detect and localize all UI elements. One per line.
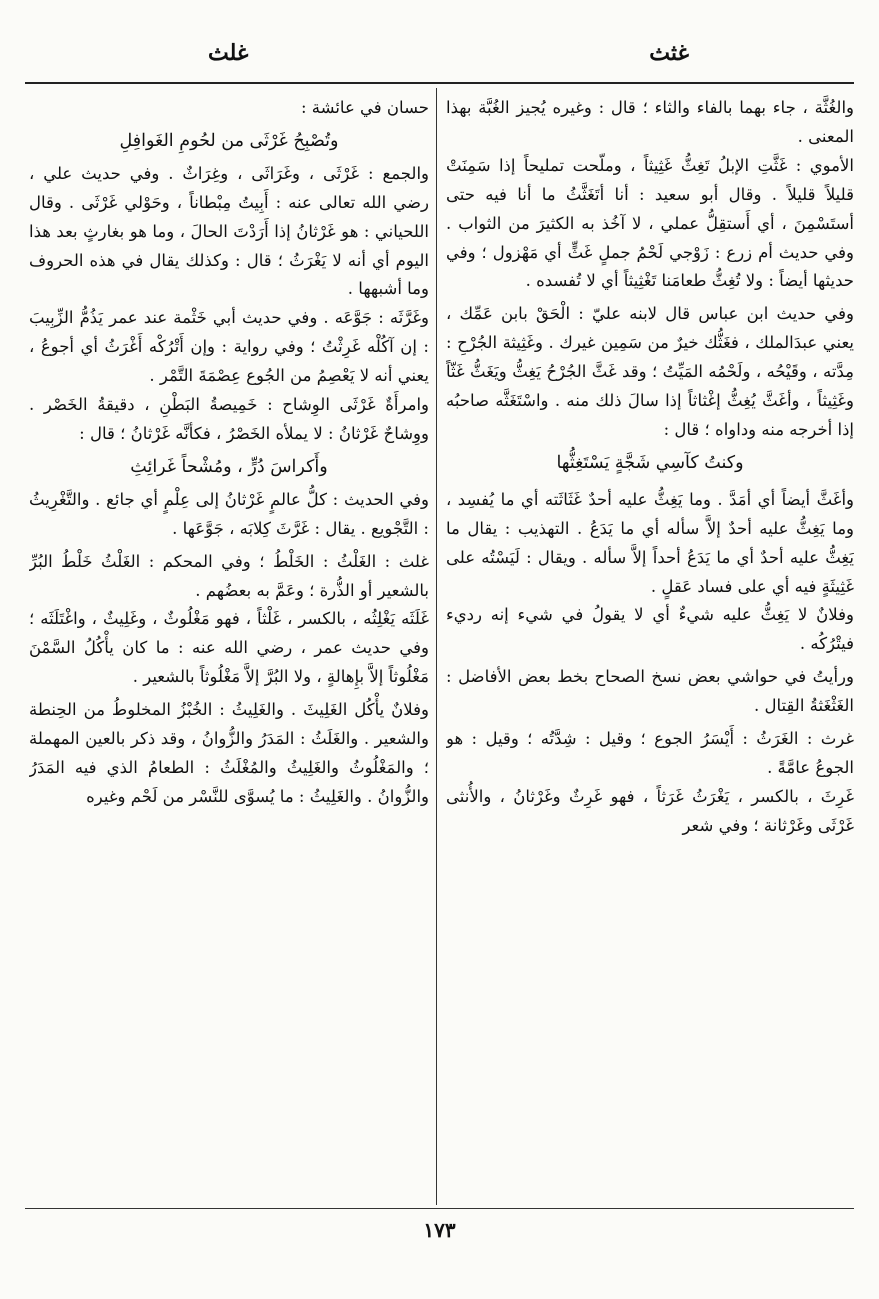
paragraph: وغَرَّثَه : جَوَّعَه . وفي حديث أبي خَثْمة عند عمر يَذُمُّ الزِّبِيبَ : إن آكُلْه غَرِثْتُ ؛ وفي رواية : وإن أَتْرُكْه أَغْرَثُ أي أجوعُ ، يعني أنه لا يَعْصِمُ من الجُوع عِصْمَةَ التَّمْر . [29,308,429,386]
page-number: ١٧٣ [423,1218,456,1242]
right-header-word: غثث [649,40,689,66]
paragraph: الأموي : غَثَّتِ الإبلُ تَغِثُّ غَثِيثاً ، وملّحت تمليحاً إذا سَمِنَتْ قليلاً قليلاً . وقال أبو سعيد : أنا أتَغَثَّثُ ما أنا فيه حتى أستَسْمِنَ ، أي أَستقِلُّ عملي ، لا آخُذ به الكثيرَ من الثواب . وفي حديث أم زرع : زَوْجي لَحْمُ جملٍ غَثٍّ أي مَهْزول ؛ وفي حديثها أيضاً : ولا تُغِثُّ طعامَنا تَغْثِيثاً أي لا تُفسده . [446,155,854,291]
paragraph: وأغَثَّ أيضاً أي أمَدَّ . وما يَغِثُّ عليه أحدٌ غَثَاثَته أي ما يُفسِد ، وما يَغِثُّ عليه أحدٌ إلاَّ سأله أي ما يَدَعُ . التهذيب : يقال ما يَغِثُّ عليه أحدٌ أي ما يَدَعُ أحداً إلاَّ سأله . ويقال : لَيَسْتُه على غَثِيثَةٍ فيه أي على فساد عَقلٍ . [446,489,854,596]
top-rule [25,82,854,84]
paragraph: والغُثَّة ، جاء بهما بالفاء والثاء ؛ قال : وغيره يُجيز الغُبَّة بهذا المعنى . [446,98,854,146]
paragraph: وفي الحديث : كلُّ عالمٍ غَرْثانُ إلى عِلْمٍ أي جائع . والتَّغْرِيثُ : التَّجْويع . يقال : غَرَّثَ كِلابَه ، جَوَّعَها . [29,489,429,538]
entry-heading-paragraph: غرث : الغَرَثُ : أَيْسَرُ الجوع ؛ وقيل : شِدَّتُه ؛ وقيل : هو الجوعُ عامَّةً . [446,729,854,777]
paragraph: وفلانٌ يأْكُل الغَلِيثَ . والغَلِيثُ : الخُبْزُ المخلوطُ من الحِنطة والشعير . والغَلَثُ : المَدَرُ والزُّوانُ ، وقد ذكر بالعين المهملة ؛ والمَغْلُوثُ والغَلِيثُ والمُغْلَثُ : الطعامُ الذي فيه المَدَرُ والزُّوانُ . والغَلِيثُ : ما يُسوَّى للنَّسْر من لَحْم وغيره [29,700,429,806]
left-column [29,94,429,1204]
verse-line: وأَكراسَ دُرٍّ ، ومُشْحاً غَرائِثِ [130,456,328,477]
verse-line: وتُصْبِحُ غَرْثَى من لحُومِ الغَوافِلِ [119,130,339,151]
paragraph: وامرأَةٌ غَرْثَى الوِشاح : خَمِيصةُ البَطْنِ ، دقيقةُ الخَصْر . ووِشاحٌ غَرْثانُ : لا يملأه الخَصْرُ ، فكأنَّه غَرْثانُ ؛ قال : [29,395,429,443]
column-divider [436,88,437,1205]
paragraph: غَرِثَ ، بالكسر ، يَغْرَثُ غَرَثاً ، فهو غَرِثٌ وغَرْثانُ ، والأُنثى غَرْثَى وغَرْثانة ؛ وفي شعر [446,786,854,835]
entry-heading-paragraph: غلث : الغَلْثُ : الخَلْطُ ؛ وفي المحكم : الغَلْثُ خَلْطُ البُرِّ بالشعير أو الذُّرة ؛ وعَمَّ به بعضُهم . [29,551,429,600]
paragraph: حسان في عائشة : [300,98,429,117]
verse-line: وكنتُ كآسِي شَجَّةٍ يَسْتَغِثُّها [556,452,744,473]
bottom-rule [25,1208,854,1209]
paragraph: ورأيتُ في حواشي بعض نسخ الصحاح بخط بعض الأفاضل : الغَثْغَثةُ القِتال . [446,667,854,716]
paragraph: غَلَثَه يَغْلِثُه ، بالكسر ، غَلْثاً ، فهو مَغْلُوثٌ ، وغَلِيثٌ ، واغْتَلَثَه ؛ وفي حديث عمر ، رضي الله عنه : ما كان يأْكُلُ السَّمْنَ مَغْلُوثاً إلاَّ بإِهالةٍ ، ولا البُرَّ إلاَّ مَغْلُوثاً بالشعير . [29,609,429,687]
left-header-word: غلث [208,40,249,66]
paragraph: وفي حديث ابن عباس قال لابنه عليّ : الْحَقْ بابن عَمِّك ، يعني عبدَالملك ، فغَثُّك خيرٌ من سَمِين غيرك . وغَثِيثة الجُرْحِ : مِدَّته ، وقَيْحُه ، ولَحْمُه المَيِّتُ ؛ وقد غَثَّ الجُرْحُ يَغِثُّ ويَغَثُّ غَثّاً وغَثِيثاً ، وأغَثَّ يُغِثُّ إغْثاثاً إذا سالَ ذلك منه . واسْتَغَثَّه صاحبُه إذا أخرجه منه وداواه ؛ قال : [446,304,854,439]
paragraph: والجمع : غَرْثَى ، وغَرَاثَى ، وغِرَاثٌ . وفي حديث علي ، رضي الله تعالى عنه : أَبِيتُ مِبْطاناً ، وحَوْلي غَرْثَى . وقال اللحياني : هو غَرْثانُ إذا أَرَدْتَ الحالَ ، وما هو بغارثٍ بعد هذا اليوم أي أنه لا يَغْرَثُ ؛ قال : وكذلك يقال في هذه الحروف وما أشبهها . [29,163,429,299]
right-column [446,94,854,1204]
paragraph: وفلانٌ لا يَغِثُّ عليه شيءٌ أي لا يقولُ في شيء إنه رديء فيتْرُكُه . [446,605,854,654]
